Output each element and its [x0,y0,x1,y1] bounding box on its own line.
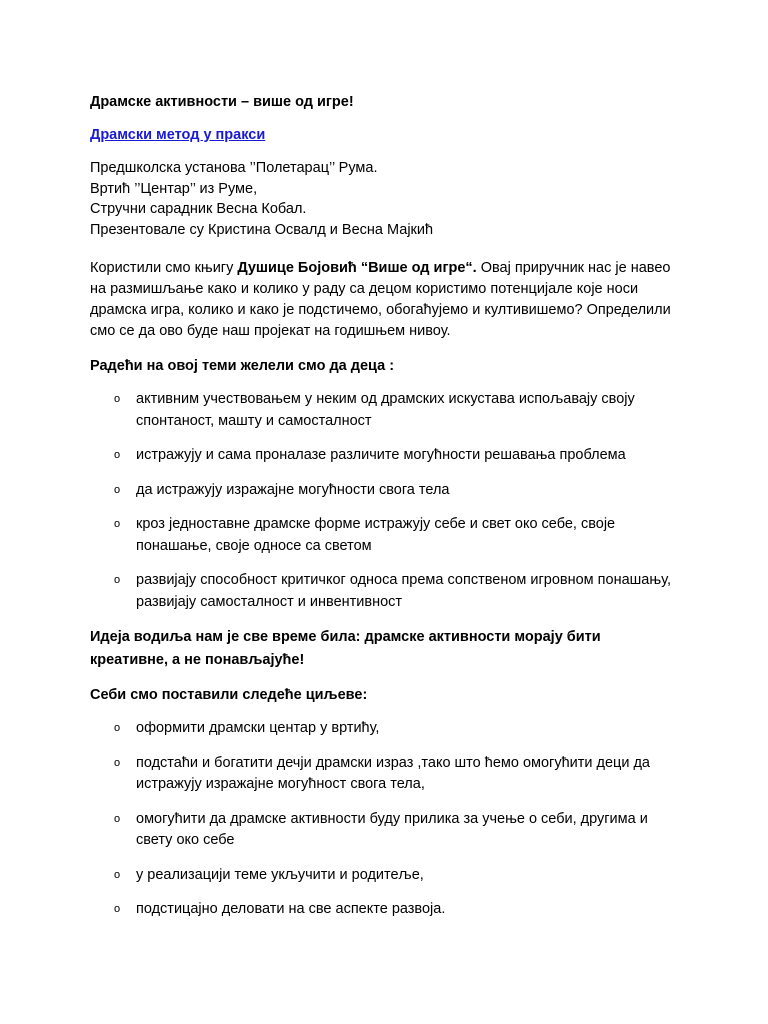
bullet-icon: o [114,812,121,825]
bullet-icon: o [114,756,121,769]
guiding-idea-heading: Идеја водиља нам је све време била: драмске активности морају бити креативне, а не понављајуће! [90,629,601,668]
list-item [90,899,680,921]
list-item [90,753,680,796]
intro-line-associate: Стручни сарадник Весна Кобал. [90,201,307,217]
intro-line-presenters: Презентовале су Кристина Освалд и Весна Мајкић [90,221,434,238]
book-paragraph-rest: Овај приручник нас је навео на размишљање како и колико у раду са децом користимо потенцијале које носи драмска игра, колико и како је подстичемо, обогаћујемо и култивишемо? Определили смо се да ово буде наш пројекат на годишњем нивоу. [90,260,671,339]
intro-line-institution: Предшколска установа ’’Полетарац’’ Рума. [90,160,378,176]
list-item [90,514,680,557]
document-title: Драмске активности – више од игре! [90,94,354,110]
goals-heading: Радећи на овој теми желели смо да деца : [90,358,395,374]
list-item [90,865,680,887]
intro-block [90,158,680,240]
bullet-icon: o [114,449,121,461]
list-item [90,570,680,613]
list-item-text: подстицајно деловати на све аспекте развоја. [136,901,446,917]
aims-heading: Себи смо поставили следеће циљеве: [90,687,368,703]
bullet-icon: o [114,868,121,881]
list-item-text: у реализацији теме укључити и родитеље, [136,866,424,883]
list-item [90,809,680,852]
book-paragraph [90,258,680,342]
list-item-text: оформити драмски центар у вртићу, [136,720,380,736]
bullet-icon: o [114,483,121,496]
drama-method-link[interactable]: Драмски метод у пракси [90,127,266,143]
list-item [90,718,680,740]
list-item-text: активним учествовањем у неким од драмских искустава испољавају своју спонтаност, машту и самосталност [136,391,635,429]
bullet-icon: o [114,903,121,915]
bullet-icon: o [114,574,121,586]
list-item-text: кроз једноставне драмске форме истражују себе и свет око себе, своје понашање, своје односе са светом [136,516,616,554]
list-item [90,445,680,467]
list-item [90,480,680,502]
aims-list [90,718,680,921]
book-title-bold: Душице Бојовић “Више од игре“. [237,260,477,276]
list-item [90,389,680,432]
bullet-icon: o [114,518,121,530]
goals-list [90,389,680,613]
list-item-text: омогућити да драмске активности буду прилика за учење о себи, другима и свету око себе [136,810,648,848]
list-item-text: подстаћи и богатити дечји драмски израз ,тако што ћемо омогућити деци да истражују изражајне могућност свога тела, [136,754,650,792]
list-item-text: истражују и сама проналазе различите могућности решавања проблема [136,447,626,463]
list-item-text: развијају способност критичког односа према сопственом игровном понашању, развијају самосталност и инвентивност [136,572,671,610]
intro-line-kindergarten: Вртић ’’Центар’’ из Руме, [90,180,258,197]
bullet-icon: o [114,722,121,734]
document-page [90,92,680,934]
list-item-text: да истражују изражајне могућности свога тела [136,481,450,498]
bullet-icon: o [114,393,121,405]
book-paragraph-lead: Користили смо књигу [90,260,238,276]
